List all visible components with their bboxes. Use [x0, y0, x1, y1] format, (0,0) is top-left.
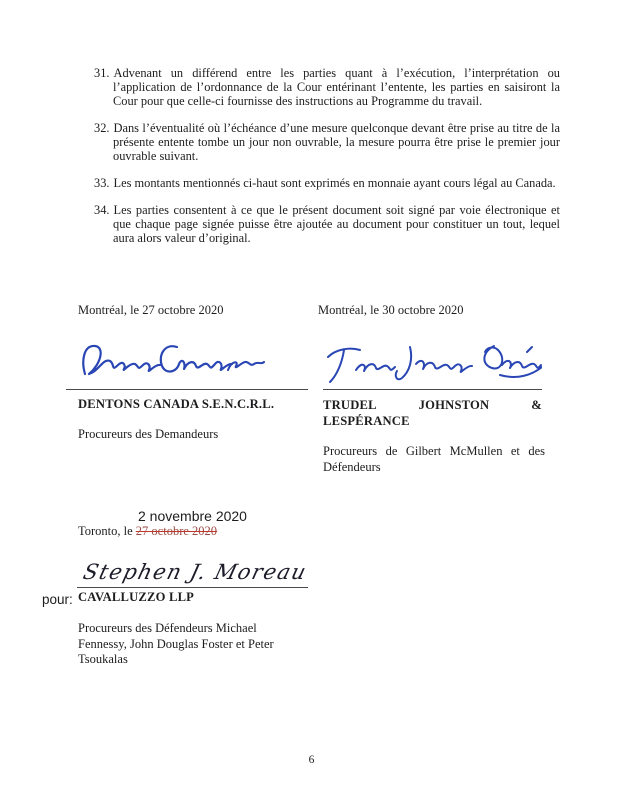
- cavalluzzo-firm-name: CAVALLUZZO LLP: [78, 590, 195, 604]
- trudel-firm-line2: LESPÉRANCE: [323, 414, 410, 428]
- dentons-firm-name: DENTONS CANADA S.E.N.C.R.L.: [78, 397, 275, 411]
- clause-34-number: 34.: [94, 203, 110, 217]
- clauses-section: [94, 66, 560, 258]
- dentons-signature-line: [66, 389, 308, 390]
- inserted-corrected-date: 2 novembre 2020: [138, 508, 247, 524]
- clause-32-number: 32.: [94, 121, 110, 135]
- stephen-moreau-signature-text: Stephen J. Moreau: [80, 560, 310, 585]
- dentons-handwritten-signature: [76, 334, 266, 386]
- trudel-signature-line: [323, 389, 542, 390]
- trudel-firm-name: [323, 397, 542, 429]
- clause-32: [94, 121, 560, 163]
- clause-33: [94, 176, 560, 190]
- dentons-signing-date: Montréal, le 27 octobre 2020: [78, 303, 224, 317]
- clause-31-number: 31.: [94, 66, 110, 80]
- cavalluzzo-signing-date: [78, 524, 217, 539]
- trudel-handwritten-signature: [322, 337, 542, 385]
- struck-original-date: 27 octobre 2020: [135, 524, 218, 538]
- clause-32-text: Dans l’éventualité où l’échéance d’une mesure quelconque devant être prise au titre de la présente entente tombe un jour non ouvrable, la mesure pourra être prise le premier jour ouvrable suivant.: [113, 121, 560, 163]
- trudel-role: Procureurs de Gilbert McMullen et des Défendeurs: [323, 444, 545, 474]
- cavalluzzo-signature-line: [77, 587, 308, 588]
- page-number: 6: [308, 754, 315, 766]
- clause-34-text: Les parties consentent à ce que le présent document soit signé par voie électronique et que chaque page signée puisse être ajoutée au document pour constituer un tout, lequel aura alors valeur d’original.: [113, 203, 560, 245]
- pour-label: pour:: [42, 592, 73, 607]
- stephen-moreau-handwritten-signature: [74, 555, 314, 589]
- trudel-signing-date: Montréal, le 30 octobre 2020: [318, 303, 464, 317]
- clause-31: [94, 66, 560, 108]
- clause-34: [94, 203, 560, 245]
- clause-31-text: Advenant un différend entre les parties quant à l’exécution, l’interprétation ou l’application de l’ordonnance de la Cour entérinant l’entente, les parties en saisiront la Cour pour que celle-ci fournisse des instructions au Programme du travail.: [113, 66, 560, 108]
- clause-33-text: Les montants mentionnés ci-haut sont exprimés en monnaie ayant cours légal au Canada.: [113, 176, 556, 190]
- trudel-firm-word-3: &: [531, 398, 542, 412]
- cavalluzzo-role: Procureurs des Défendeurs Michael Fennessy, John Douglas Foster et Peter Tsoukalas: [78, 621, 274, 666]
- trudel-firm-word-1: TRUDEL: [323, 398, 377, 412]
- trudel-firm-line1: [323, 397, 542, 413]
- trudel-firm-word-2: JOHNSTON: [418, 398, 490, 412]
- dentons-role: Procureurs des Demandeurs: [78, 427, 219, 441]
- clause-33-number: 33.: [94, 176, 110, 190]
- toronto-date-prefix: Toronto, le: [78, 524, 136, 538]
